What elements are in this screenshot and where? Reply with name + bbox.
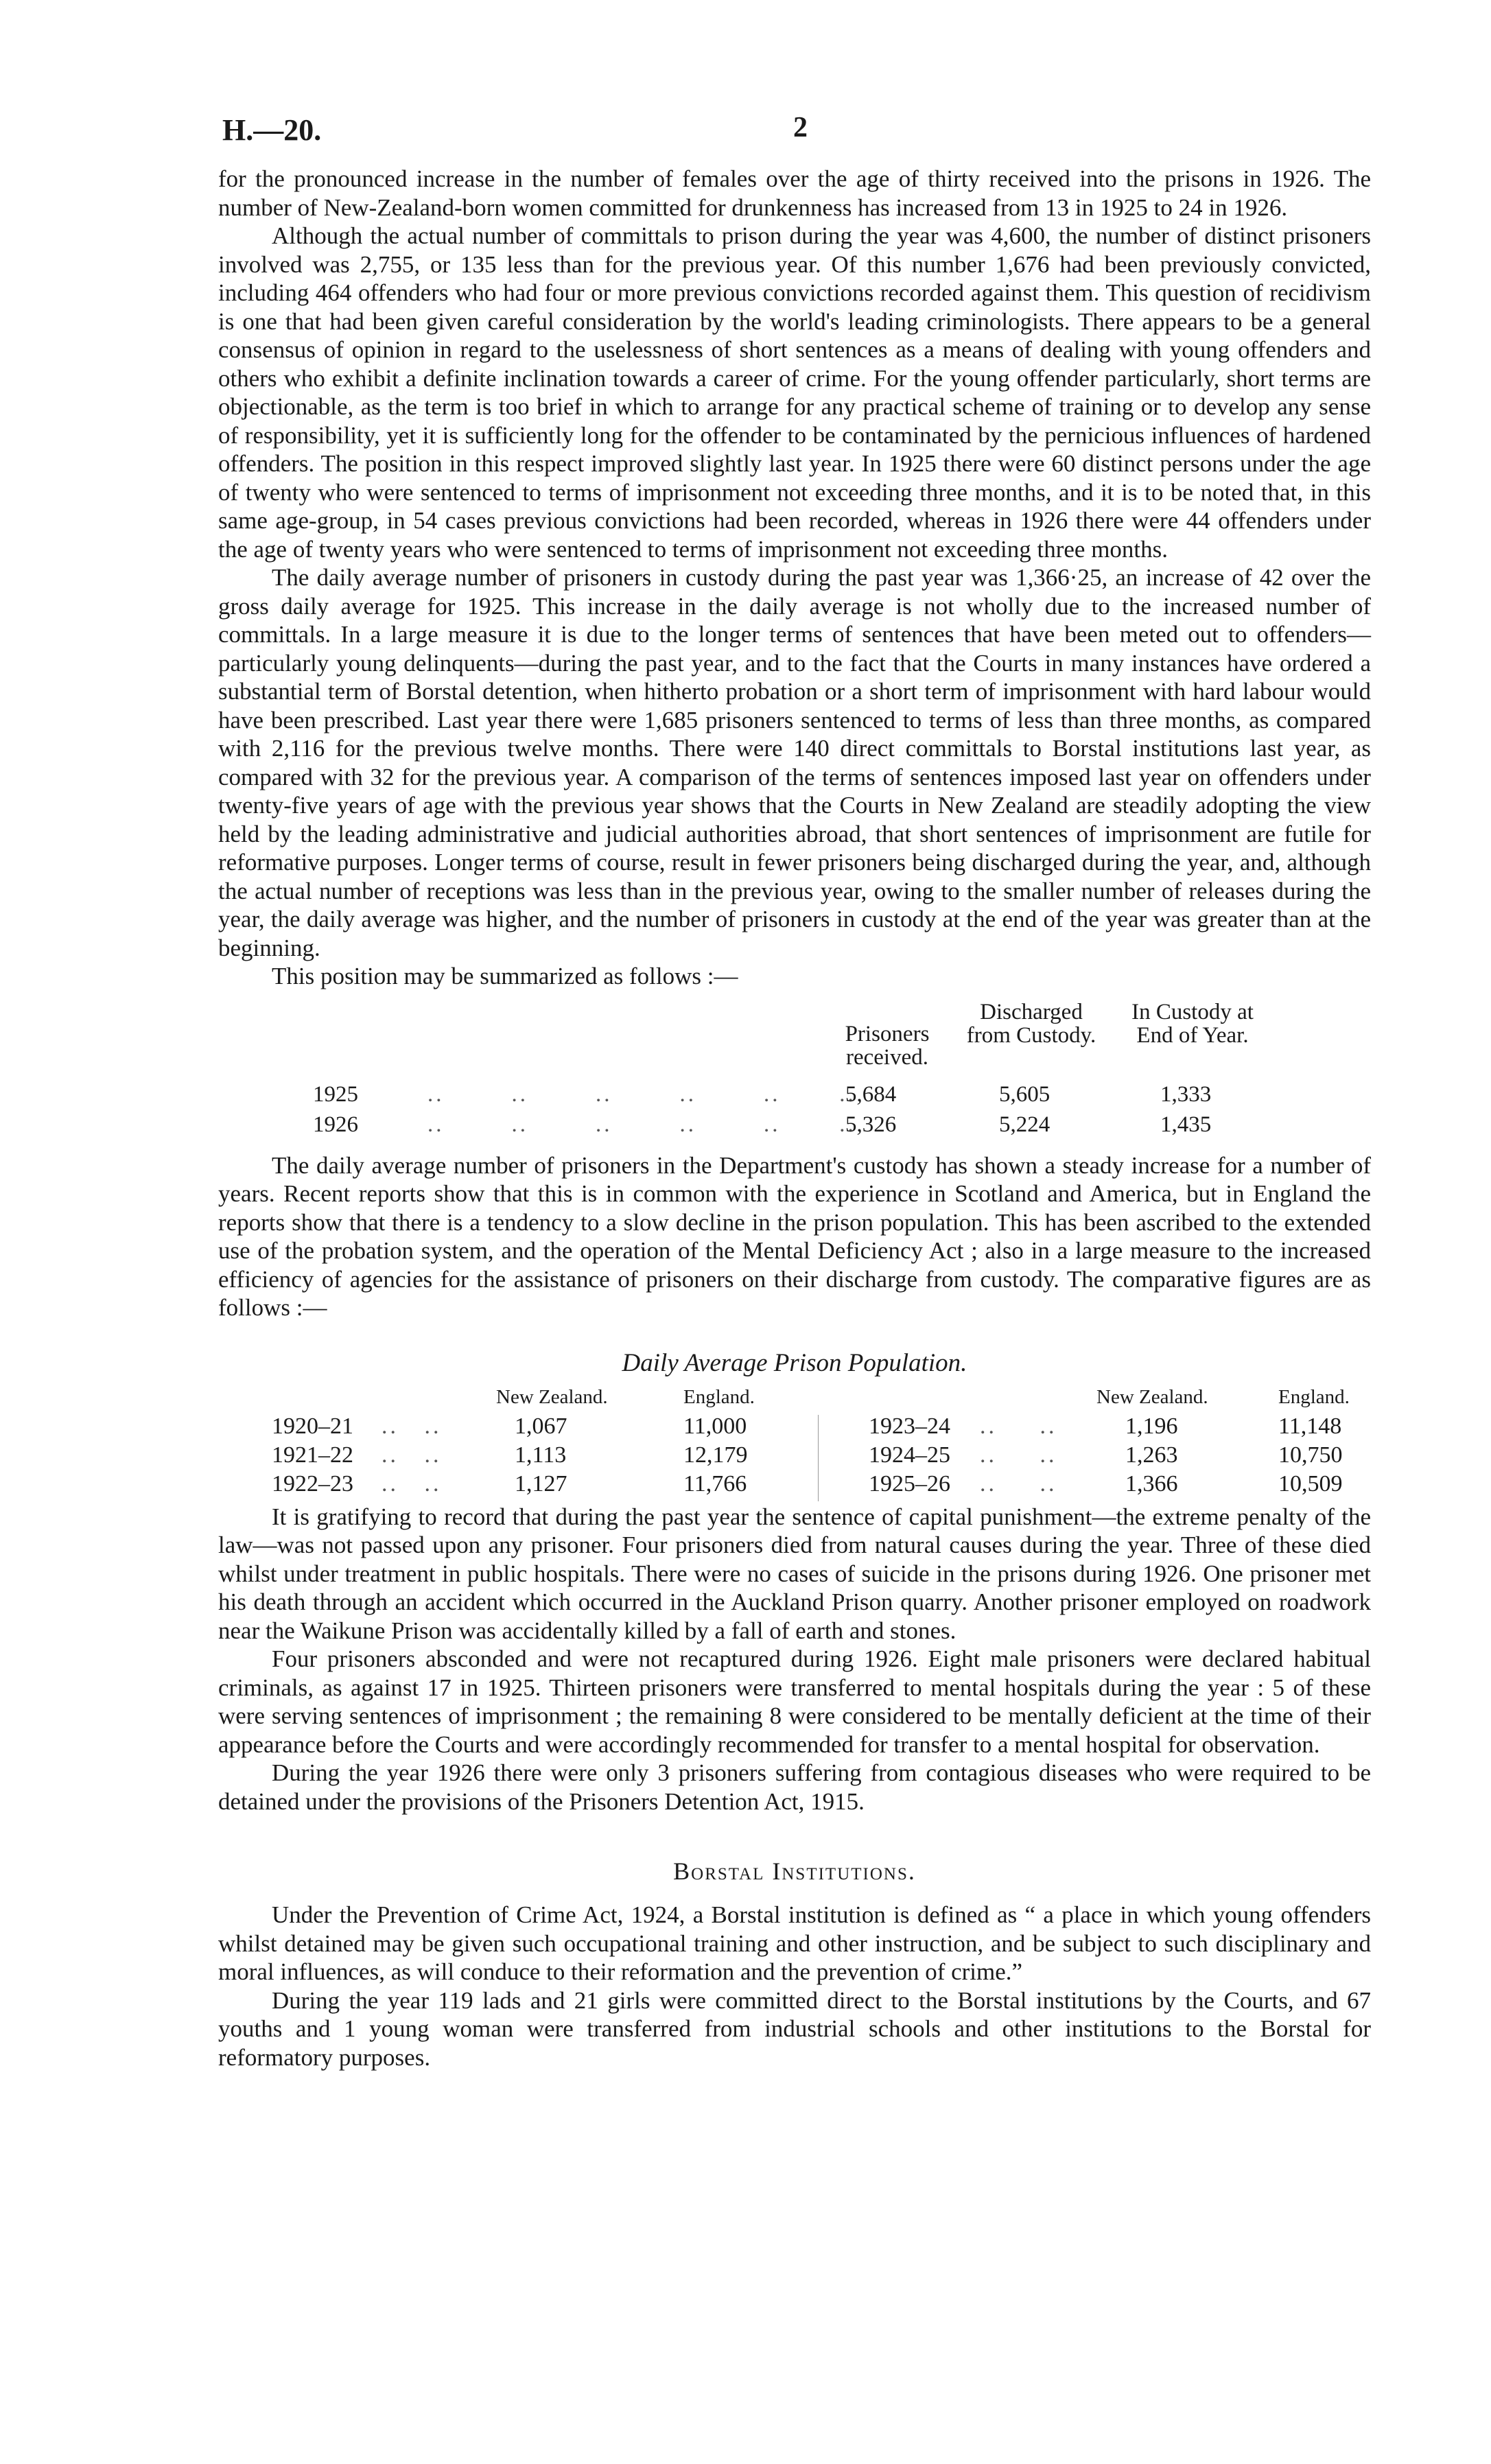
left-year: 1922–23	[272, 1470, 353, 1497]
page-number: 2	[793, 112, 808, 143]
row-year: 1926	[313, 1112, 358, 1137]
row-in-custody: 1,333	[1160, 1081, 1212, 1107]
report-page	[218, 103, 1371, 2072]
table-row	[218, 1083, 1371, 1113]
right-nz-value: 1,263	[1125, 1442, 1178, 1468]
right-col-england: England.	[1278, 1385, 1350, 1408]
population-table-title: Daily Average Prison Population.	[622, 1348, 967, 1377]
left-nz-value: 1,127	[515, 1470, 567, 1497]
right-nz-value: 1,196	[1125, 1413, 1178, 1439]
row-discharged: 5,605	[999, 1081, 1050, 1107]
row-year: 1925	[313, 1081, 358, 1107]
right-eng-value: 10,509	[1278, 1470, 1343, 1497]
right-year: 1924–25	[869, 1442, 950, 1468]
left-nz-value: 1,067	[515, 1413, 567, 1439]
summary-table-header	[218, 995, 1371, 1083]
paragraph-summary-intro: This position may be summarized as follows :—	[272, 963, 738, 989]
right-eng-value: 11,148	[1278, 1413, 1342, 1439]
leader-dots: .. ..	[980, 1470, 1057, 1497]
row-discharged: 5,224	[999, 1112, 1050, 1137]
paragraph-borstal-committals: During the year 119 lads and 21 girls were committed direct to the Borstal institutions by the Courts, and 67 youths and 1 young woman were transferred from industrial schools and other institutions to the Borstal for reformatory purposes.	[218, 1986, 1371, 2071]
document-reference: H.—20.	[222, 113, 322, 147]
left-col-new-zealand: New Zealand.	[496, 1385, 608, 1408]
right-col-new-zealand: New Zealand.	[1096, 1385, 1208, 1408]
summary-table	[218, 995, 1371, 1143]
table-row	[218, 1113, 1371, 1143]
left-nz-value: 1,113	[515, 1442, 567, 1468]
left-eng-value: 12,179	[683, 1442, 748, 1468]
right-eng-value: 10,750	[1278, 1442, 1343, 1468]
paragraph-recidivism: Although the actual number of committals to prison during the year was 4,600, the number of distinct prisoners involved was 2,755, or 135 less than for the previous year. Of this number 1,676 had been previously convicted, including 464 offenders who had four or more previous convictions recorded against them. This question of recidivism is one that had been given careful consideration by the world's leading criminologists. There appears to be a general consensus of opinion in regard to the uselessness of short sentences as a means of dealing with young offenders and others who exhibit a definite inclination towards a career of crime. For the young offender particularly, short terms are objectionable, as the term is too brief in which to arrange for any practical scheme of training or to develop any sense of responsibility, yet it is sufficiently long for the offender to be contaminated by the pernicious influences of hardened offenders. The position in this respect improved slightly last year. In 1925 there were 60 distinct persons under the age of twenty who were sentenced to terms of imprisonment not exceeding three months, and it is to be noted that, in this same age-group, in 54 cases previous convictions had been recorded, whereas in 1926 there were 44 offenders under the age of twenty years who were sentenced to terms of imprisonment not exceeding three months.	[218, 222, 1371, 563]
leader-dots: .. ..	[381, 1470, 442, 1497]
row-received: 5,684	[845, 1081, 897, 1107]
leader-dots: .. .. .. .. .. ..	[427, 1081, 856, 1107]
left-eng-value: 11,766	[683, 1470, 747, 1497]
leader-dots: .. ..	[381, 1442, 442, 1468]
page-header	[218, 103, 1371, 165]
paragraph-contagious: During the year 1926 there were only 3 prisoners suffering from contagious diseases who were required to be detained under the provisions of the Prisoners Detention Act, 1915.	[218, 1759, 1371, 1815]
row-received: 5,326	[845, 1112, 897, 1137]
left-year: 1920–21	[272, 1413, 353, 1439]
right-nz-value: 1,366	[1125, 1470, 1178, 1497]
right-year: 1923–24	[869, 1413, 950, 1439]
paragraph-capital-punishment: It is gratifying to record that during the past year the sentence of capital punishment—the extreme penalty of the law—was not passed upon any prisoner. Four prisoners died from natural causes during the year. Three of these died whilst under treatment in public hospitals. There were no cases of suicide in the prisons during 1926. One prisoner met his death through an accident which occurred in the Auckland Prison quarry. Another prisoner employed on roadwork near the Waikune Prison was accidentally killed by a fall of earth and stones.	[218, 1503, 1371, 1644]
section-title-borstal: Borstal Institutions.	[673, 1857, 916, 1885]
row-in-custody: 1,435	[1160, 1112, 1212, 1137]
paragraph-continuation: for the pronounced increase in the number of females over the age of thirty received into the prisons in 1926. The number of New-Zealand-born women committed for drunkenness has increased from 13 in 1925 to 24 in 1926.	[218, 165, 1371, 221]
leader-dots: .. ..	[381, 1413, 442, 1439]
paragraph-daily-average: The daily average number of prisoners in custody during the past year was 1,366·25, an increase of 42 over the gross daily average for 1925. This increase in the daily average is not wholly due to the increased number of committals. In a large measure it is due to the longer terms of sentences that have been meted out to offenders—particularly young delinquents—during the past year, and to the fact that the Courts in many instances have ordered a substantial term of Borstal detention, when hitherto probation or a short term of imprisonment with hard labour would have been prescribed. Last year there were 1,685 prisoners sentenced to terms of less than three months, as compared with 2,116 for the previous twelve months. There were 140 direct committals to Borstal institutions last year, as compared with 32 for the previous year. A comparison of the terms of sentences imposed last year on offenders under twenty-five years of age with the previous year shows that the Courts in New Zealand are steadily adopting the view held by the leading administrative and judicial authorities abroad, that short sentences of imprisonment are futile for reformative purposes. Longer terms of course, result in fewer prisoners being discharged during the year, and, although the actual number of receptions was less than in the previous year, owing to the smaller number of releases during the year, the daily average was higher, and the number of prisoners in custody at the end of the year was greater than at the beginning.	[218, 564, 1371, 961]
header-discharged: Discharged from Custody.	[966, 999, 1096, 1048]
leader-dots: .. .. .. .. .. ..	[427, 1112, 856, 1137]
left-year: 1921–22	[272, 1442, 353, 1468]
leader-dots: .. ..	[980, 1413, 1057, 1439]
header-in-custody: In Custody at End of Year.	[1131, 999, 1254, 1048]
paragraph-borstal-definition: Under the Prevention of Crime Act, 1924, a Borstal institution is defined as “ a place in which young offenders whilst detained may be given such occupational training and other instruction, and be subject to such disciplinary and moral influences, as will conduce to their reformation and the prevention of crime.”	[218, 1901, 1371, 1985]
header-received: Prisoners received.	[845, 1021, 930, 1070]
right-year: 1925–26	[869, 1470, 950, 1497]
population-table	[218, 1386, 1371, 1503]
leader-dots: .. ..	[980, 1442, 1057, 1468]
paragraph-comparative: The daily average number of prisoners in the Department's custody has shown a steady increase for a number of years. Recent reports show that this is in common with the experience in Scotland and America, but in England the reports show that there is a tendency to a slow decline in the prison population. This has been ascribed to the extended use of the probation system, and the operation of the Mental Deficiency Act ; also in a large measure to the increased efficiency of agencies for the assistance of prisoners on their discharge from custody. The comparative figures are as follows :—	[218, 1151, 1371, 1321]
paragraph-absconded: Four prisoners absconded and were not recaptured during 1926. Eight male prisoners were declared habitual criminals, as against 17 in 1925. Thirteen prisoners were transferred to mental hospitals during the year : 5 of these were serving sentences of imprisonment ; the remaining 8 were considered to be mentally deficient at the time of their appearance before the Courts and were accordingly recommended for transfer to a mental hospital for observation.	[218, 1645, 1371, 1758]
column-divider	[818, 1415, 819, 1501]
left-col-england: England.	[683, 1385, 755, 1408]
left-eng-value: 11,000	[683, 1413, 747, 1439]
